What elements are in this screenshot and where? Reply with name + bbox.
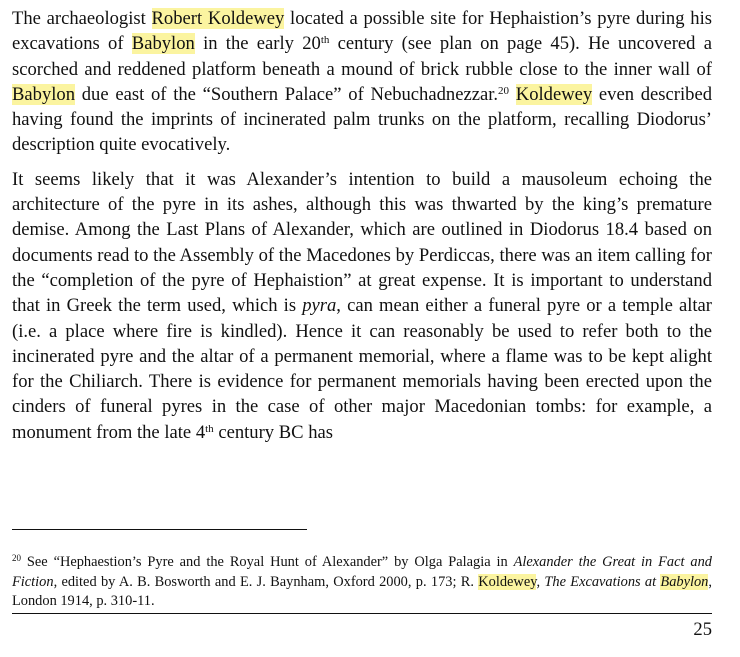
highlight-koldewey: Koldewey (478, 573, 537, 590)
highlight-babylon: Babylon (12, 83, 76, 105)
highlight-robert-koldewey: Robert Koldewey (151, 8, 285, 29)
text-span: century BC has (213, 421, 333, 443)
footnote-reference-20[interactable]: 20 (498, 84, 510, 97)
text-span: , (536, 573, 545, 590)
highlight-babylon: Babylon (131, 33, 195, 55)
text-span: It seems likely that it was Alexander’s intention to build a mausoleum echoing the architecture of the pyre in its ashes, although this was thwarted by the king’s premature demise. Among the Last Plans of Alexander, which are outlined in Diodorus 18.4 based on documents read to the Assembly of the Macedones by Perdiccas, there was an item calling for the “completion of the pyre of Hephaistion” at great expense. It is important to understand that in Greek the term used, which is (12, 168, 712, 317)
footnote-number: 20 (12, 553, 21, 563)
text-span: due east of the “Southern Palace” of Nebuchadnezzar. (75, 83, 499, 105)
highlight-babylon: Babylon (660, 573, 709, 590)
text-span: century (see plan on page 45). He uncovered a scorched and reddened platform beneath a mound of brick rubble close to the inner wall of (12, 33, 712, 80)
text-span: The archaeologist (12, 8, 152, 29)
italic-term-pyra: pyra (302, 295, 337, 317)
text-span (509, 84, 516, 105)
italic-book-title: Alexander the Great in Fact and Fiction (12, 554, 712, 590)
highlight-koldewey: Koldewey (515, 83, 593, 105)
page-bottom-rule (12, 613, 712, 614)
footnote-separator (12, 529, 307, 530)
text-span: even described having found the imprints of incinerated palm trunks on the platform, recalling Diodorus’ description quite evocatively. (12, 83, 713, 156)
text-span: , London 1914, p. 310-11. (12, 573, 712, 610)
italic-book-title: The Excavations at (544, 573, 661, 590)
text-span: in the early 20 (194, 33, 321, 55)
page-body (12, 6, 712, 445)
text-span: , can mean either a funeral pyre or a temple altar (i.e. a place where fire is kindled). Hence it can reasonably be used to refer both to the incinerated pyre and the altar of a permanent memorial, where a flame was to be kept alight for the Chiliarch. There is evidence for permanent memorials having been erected upon the cinders of funeral pyres in the case of other major Macedonian tombs: for example, a monument from the late 4 (12, 295, 712, 443)
paragraph-koldewey-excavation (12, 6, 712, 158)
superscript-th: th (320, 34, 330, 47)
text-span: located a possible site for Hephaistion’s pyre during his excavations of (12, 8, 712, 55)
text-span: , edited by A. B. Bosworth and E. J. Baynham, Oxford 2000, p. 173; R. (53, 573, 479, 590)
page-number: 25 (693, 619, 712, 640)
text-span: See “Hephaestion’s Pyre and the Royal Hunt of Alexander” by Olga Palagia in (21, 554, 514, 570)
superscript-th: th (205, 422, 214, 435)
paragraph-mausoleum-intention (12, 167, 712, 445)
footnote-20 (12, 553, 712, 612)
